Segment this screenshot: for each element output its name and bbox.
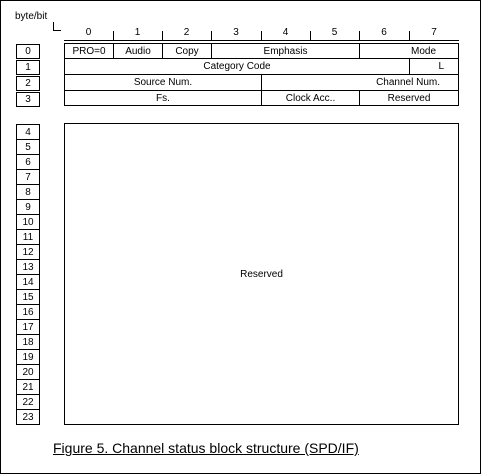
bit-6: 6 — [381, 26, 387, 38]
bit-3: 3 — [233, 26, 239, 38]
bit-tick — [261, 31, 262, 41]
byte-9-box: 9 — [16, 199, 40, 215]
bit-tick — [310, 31, 311, 41]
byte-12-box: 12 — [16, 244, 40, 260]
byte-13-box: 13 — [16, 259, 40, 275]
reserved-block — [64, 123, 459, 425]
bit-tick — [211, 31, 212, 41]
byte-1-box: 1 — [16, 60, 40, 75]
byte-11-box: 11 — [16, 229, 40, 245]
field-fs: Fs. — [156, 93, 170, 104]
bit-tick — [113, 31, 114, 41]
bit-tick — [409, 31, 410, 41]
bit-tick — [359, 31, 360, 41]
byte-2-box: 2 — [16, 76, 40, 91]
axis-connector-v — [53, 22, 54, 30]
byte-20-box: 20 — [16, 364, 40, 380]
byte-22-box: 22 — [16, 394, 40, 410]
byte-14-box: 14 — [16, 274, 40, 290]
byte-16-box: 16 — [16, 304, 40, 320]
field-category-code: Category Code — [203, 61, 271, 72]
bit-1: 1 — [134, 26, 141, 38]
byte-18-box: 18 — [16, 334, 40, 350]
byte-0-box: 0 — [16, 44, 40, 59]
field-channel-num: Channel Num. — [376, 77, 440, 88]
field-emphasis: Emphasis — [263, 45, 308, 57]
byte-8-box: 8 — [16, 184, 40, 200]
field-reserved-small: Reserved — [387, 93, 431, 104]
byte-19-box: 19 — [16, 349, 40, 365]
byte-4-box: 4 — [16, 124, 40, 140]
bit-4: 4 — [282, 26, 289, 38]
byte-10-box: 10 — [16, 214, 40, 230]
byte-bit-label: byte/bit — [15, 11, 48, 22]
reserved-block-label: Reserved — [240, 268, 283, 280]
byte-6-box: 6 — [16, 154, 40, 170]
field-clock-acc: Clock Acc.. — [285, 93, 336, 104]
bit-tick — [162, 31, 163, 41]
byte-3-box: 3 — [16, 92, 40, 107]
field-audio: Audio — [125, 45, 151, 57]
field-pro: PRO=0 — [72, 45, 106, 57]
bit-2: 2 — [183, 26, 190, 38]
bit-5: 5 — [331, 26, 338, 38]
axis-connector-h — [53, 30, 61, 31]
figure-caption: Figure 5. Channel status block structure (SPD/IF) — [53, 440, 359, 456]
bit-7: 7 — [431, 26, 437, 38]
byte-5-box: 5 — [16, 139, 40, 155]
byte-23-box: 23 — [16, 409, 40, 425]
field-source-num: Source Num. — [133, 77, 193, 88]
bit-0: 0 — [85, 26, 92, 38]
byte-15-box: 15 — [16, 289, 40, 305]
byte-7-box: 7 — [16, 169, 40, 185]
field-copy: Copy — [175, 45, 199, 57]
byte-17-box: 17 — [16, 319, 40, 335]
field-mode: Mode — [410, 45, 436, 57]
byte-21-box: 21 — [16, 379, 40, 395]
field-l: L — [438, 61, 444, 72]
